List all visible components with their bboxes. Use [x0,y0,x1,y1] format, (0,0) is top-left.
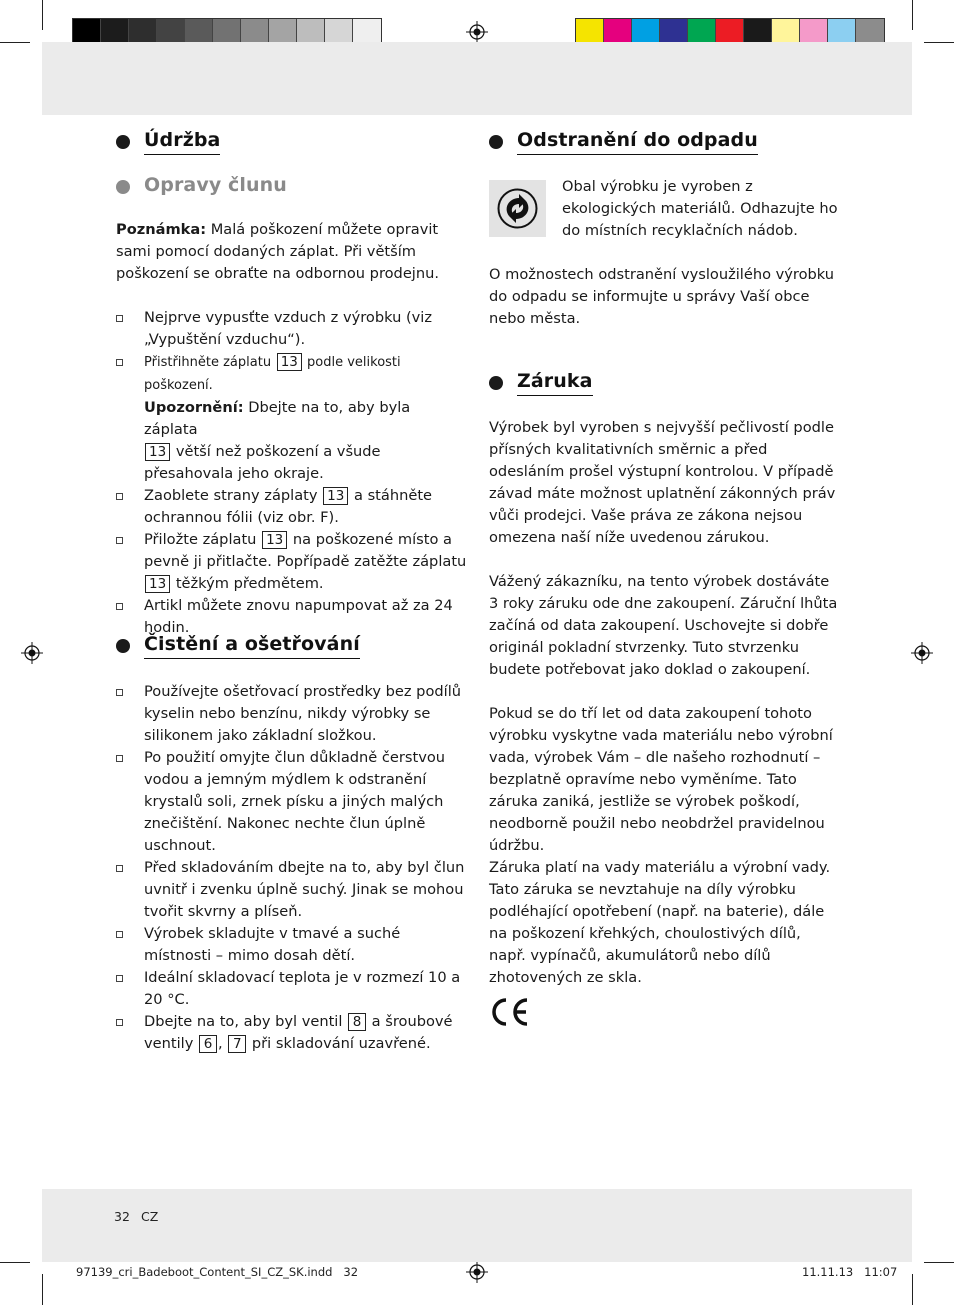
step-text: Před skladováním dbejte na to, aby byl člun uvnitř i zvenku úplně suchý. Jinak se mohou tvořit skvrny a plíseň. [144,859,465,920]
crop-mark [0,1262,30,1263]
crop-mark [42,1274,43,1305]
heading-text: Záruka [517,370,593,396]
part-ref-13: 13 [262,531,287,549]
header-band [42,42,912,115]
step-text: Přiložte záplatu [144,531,257,548]
warranty-paragraph: Vážený zákazníku, na tento výrobek dostáváte 3 roky záruku ode dne zakoupení. Záruční lhůta začíná od data zakoupení. Uschovejte si dobře originál pokladní stvrzenky. Tuto stvrzenku budete potřebovat jako doklad o zakoupení. [489,573,838,678]
list-item [116,967,468,1011]
section-heading-odpad [489,129,758,155]
registration-mark-icon [911,642,933,664]
step-text: Zaoblete strany záplaty [144,487,318,504]
crop-mark [0,42,30,43]
step-text: při skladování uzavřené. [247,1035,431,1052]
registration-mark-icon [21,642,43,664]
checkbox-bullet-icon [116,493,123,500]
step-text: , [217,1035,228,1052]
checkbox-bullet-icon [116,1019,123,1026]
warranty-paragraph: Výrobek byl vyroben s nejvyšší pečlivostí podle přísných kvalitativních směrnic a před odesláním prošel výstupní kontrolou. V případě závad máte možnost uplatnění zákonných práv vůči prodejci. Vaše práva ze zákona nejsou omezena naší níže uvedenou zárukou. [489,419,836,546]
heading-text: Čistění a ošetřování [144,633,360,659]
section-heading-zaruka [489,370,593,396]
section-heading-cisteni [116,633,360,659]
part-ref-6: 6 [199,1035,217,1053]
checkbox-bullet-icon [116,931,123,938]
list-item [116,1011,468,1055]
list-item [116,351,468,485]
checkbox-bullet-icon [116,359,123,366]
warranty-paragraph: Pokud se do tří let od data zakoupení tohoto výrobku vyskytne vada materiálu nebo výrobní vada, výrobek Vám – dle našeho rozhodnutí – bezplatně opravíme nebo vyměníme. Tato záruka zaniká, jestliže se výrobek poškodí, neodborně použil nebo neobdržel pravidelnou údržbu. [489,705,833,854]
heading-bullet-icon [116,639,130,653]
checkbox-bullet-icon [116,603,123,610]
heading-text: Opravy člunu [144,174,287,196]
heading-bullet-icon [489,135,503,149]
repair-steps-list [116,307,468,639]
step-text: Ideální skladovací teplota je v rozmezí 10 a 20 °C. [144,969,461,1008]
language-code: CZ [141,1209,159,1224]
checkbox-bullet-icon [116,315,123,322]
registration-mark-icon [466,21,488,43]
registration-mark-icon [466,1261,488,1283]
warning-label: Upozornění: [144,399,244,416]
checkbox-bullet-icon [116,865,123,872]
crop-mark [42,0,43,30]
crop-mark [924,42,954,43]
ce-mark-icon [489,997,531,1027]
list-item [116,681,468,747]
care-steps-list [116,681,468,1055]
print-date: 11.11.13 11:07 [802,1265,898,1279]
product-disposal-text: O možnostech odstranění vysloužilého výrobku do odpadu se informujte u správy Vaší obce nebo města. [489,266,835,327]
green-dot-recycling-icon [489,180,546,237]
step-text: Artikl můžete znovu napumpovat až za 24 hodin. [144,597,453,636]
list-item [116,529,468,595]
step-text: Po použití omyjte člun důkladně čerstvou vodou a jemným mýdlem k odstranění krystalů soli, zrnek písku a jiných malých znečištění. Nakonec nechte člun úplně uschnout. [144,749,446,854]
heading-bullet-icon [116,180,130,194]
list-item [116,307,468,351]
section-heading-opravy [116,174,287,199]
repair-note [116,219,468,285]
list-item [116,747,468,857]
step-text: na poškozené místo a pevně ji přitlačte. Popřípadě zatěžte záplatu [144,531,467,570]
list-item [116,857,468,923]
step-text: a šroubové ventily [144,1013,453,1052]
checkbox-bullet-icon [116,537,123,544]
part-ref-7: 7 [228,1035,246,1053]
heading-text: Odstranění do odpadu [517,129,758,155]
note-text: Malá poškození můžete opravit sami pomocí dodaných záplat. Při větším poškození se obraťte na odbornou prodejnu. [116,221,439,282]
heading-bullet-icon [116,135,130,149]
list-item [116,485,468,529]
checkbox-bullet-icon [116,975,123,982]
heading-bullet-icon [489,376,503,390]
note-label: Poznámka: [116,221,207,238]
part-ref-13: 13 [277,353,302,371]
checkbox-bullet-icon [116,755,123,762]
step-text: Dbejte na to, aby byla záplata [144,399,411,438]
step-text: větší než poškození a všude přesahovala jeho okraje. [144,443,381,482]
file-name: 97139_cri_Badeboot_Content_SI_CZ_SK.indd 32 [76,1265,359,1279]
part-ref-13: 13 [145,575,170,593]
step-text: podle velikosti poškození. [144,355,401,393]
step-text: Dbejte na to, aby byl ventil [144,1013,343,1030]
footer-band [42,1189,912,1262]
part-ref-8: 8 [348,1013,366,1031]
step-text: Používejte ošetřovací prostředky bez podílů kyselin nebo benzínu, nikdy výrobky se silikonem jako základní složkou. [144,683,461,744]
crop-mark [912,0,913,30]
heading-text: Údržba [144,129,220,155]
step-text: Nejprve vypusťte vzduch z výrobku (viz „Vypuštění vzduchu“). [144,309,433,348]
checkbox-bullet-icon [116,689,123,696]
step-text: Výrobek skladujte v tmavé a suché místnosti – mimo dosah dětí. [144,925,401,964]
step-text: Přistřihněte záplatu [144,355,272,370]
step-text: těžkým předmětem. [171,575,324,592]
packaging-disposal-text: Obal výrobku je vyroben z ekologických materiálů. Odhazujte ho do místních recyklačních nádob. [562,178,838,239]
crop-mark [912,1274,913,1305]
step-text: a stáhněte ochrannou fólii (viz obr. F). [144,487,433,526]
list-item [116,923,468,967]
part-ref-13: 13 [145,443,170,461]
part-ref-13: 13 [323,487,348,505]
crop-mark [924,1262,954,1263]
section-heading-udrzba [116,129,220,155]
warranty-paragraph: Záruka platí na vady materiálu a výrobní vady. Tato záruka se nevztahuje na díly výrobku podléhající opotřebení (např. na baterie), dále na poškození křehkých, choulostivých dílů, např. vypínačů, akumulátorů nebo dílů zhotovených ze skla. [489,859,831,986]
page-number: 32 [114,1209,130,1224]
